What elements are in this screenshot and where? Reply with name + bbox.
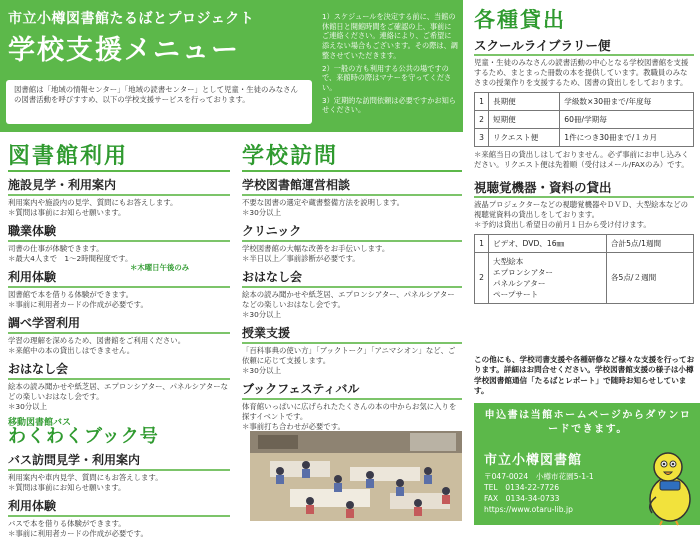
header-subtitle: 市立小樽図書館たるばとプロジェクト: [8, 11, 255, 27]
school-library-note: ＊来館当日の貸出しはしておりません。必ず事前にお申し込みください。リクエスト便は先着順（受付はメール/FAXのみ）です。: [474, 149, 689, 169]
item-note: ＊事前に利用者カードの作成が必要です。: [8, 528, 148, 538]
item-note: ＊30分以上: [8, 401, 47, 411]
item-note: ＊質問は事前にお知らせ願います。: [8, 207, 126, 217]
table-cell: 1: [475, 234, 489, 252]
av-title: 視聴覚機器・資料の貸出: [474, 179, 612, 195]
table-cell: 学級数×30冊まで/年度毎: [560, 92, 694, 110]
book-festival-photo: [250, 431, 462, 521]
item-title: 利用体験: [8, 269, 57, 284]
item-note: ＊30分以上: [242, 207, 281, 217]
item-note: ＊半日以上／事前診断が必要です。: [242, 253, 360, 263]
school-library-table: [474, 92, 694, 147]
item-title: おはなし会: [8, 361, 69, 376]
library-use-section: [8, 139, 230, 539]
divider: [8, 170, 230, 172]
table-cell: 2: [475, 110, 489, 128]
av-note: ＊予約は貸出し希望日の前月１日から受け付けます。: [474, 219, 651, 229]
divider: [242, 194, 462, 196]
address-block: [484, 471, 654, 515]
table-cell: 短期便: [489, 110, 560, 128]
item-text: バスで本を借りる体験ができます。: [8, 518, 126, 528]
table-cell: 1件につき30冊まで/１カ月: [560, 128, 694, 146]
divider: [474, 54, 694, 56]
website-link[interactable]: https://www.otaru-lib.jp: [484, 505, 573, 514]
divider: [242, 170, 462, 172]
item-text: 学校図書館の大幅な改善をお手伝いします。: [242, 243, 390, 253]
divider: [242, 286, 462, 288]
closing-text: この他にも、学校司書支援や各種研修など様々な支援を行っております。詳細はお問合せください。学校図書館支援の様子は小樽学校図書館通信「たるばとレポート」で随時お知らせしています。: [474, 355, 695, 395]
table-cell: 3: [475, 128, 489, 146]
divider: [242, 240, 462, 242]
item-title: 学校図書館運営相談: [242, 178, 351, 192]
divider: [242, 342, 462, 344]
address-tel: TEL 0134-22-7726: [484, 483, 560, 492]
school-library-text: 児童・生徒のみなさんの読書活動の中心となる学校図書館を支援するため、まとまった冊数の本を提供しています。教職員のみなさまの授業作りを支援するため、図書の貸出しをしております。: [474, 58, 689, 87]
table-cell: 各5点/２週間: [606, 252, 693, 303]
table-row: [475, 252, 694, 303]
address-line: 〒047-0024 小樽市花園5-1-1: [484, 472, 594, 481]
item-text: 司書の仕事が体験できます。: [8, 243, 104, 253]
bus-title: わくわくブック号: [8, 425, 159, 447]
item-title: 調べ学習利用: [8, 315, 81, 330]
item-text: 学習の理解を深めるため、図書館をご利用ください。: [8, 335, 186, 345]
table-cell: 1: [475, 92, 489, 110]
item-text: 利用案内や車内見学、質問にもお答えします。: [8, 472, 163, 482]
pigeon-mascot-icon: [642, 447, 696, 525]
divider: [8, 378, 230, 380]
table-cell: リクエスト便: [489, 128, 560, 146]
item-title: 利用体験: [8, 498, 57, 513]
item-title: クリニック: [242, 223, 302, 238]
header-note: 3）定期的な訪問依頼は必要ですかお知らせください。: [322, 95, 456, 115]
table-cell: 大型絵本 エプロンシアター パネルシアター ペープサート: [489, 252, 607, 303]
item-note: ＊30分以上: [242, 309, 281, 319]
item-note: ＊事前打ち合わせが必要です。: [242, 421, 345, 431]
item-note: ＊事前に利用者カードの作成が必要です。: [8, 299, 148, 309]
divider: [8, 194, 230, 196]
divider: [8, 332, 230, 334]
item-title: おはなし会: [242, 269, 303, 284]
table-row: [475, 234, 694, 252]
loan-section: [474, 0, 694, 304]
table-cell: ビデオ、DVD、16㎜: [489, 234, 607, 252]
photo-illustration: [250, 431, 462, 521]
download-notice: 申込書は当館ホームページからダウンロードできます。: [484, 410, 692, 435]
av-table: [474, 234, 694, 304]
item-text: 「百科事典の使い方」「ブックトーク」「アニマシオン」など、ご依頼に応じて支援します。: [242, 345, 456, 365]
table-row: [475, 128, 694, 146]
school-visit-section: [242, 139, 462, 432]
address-fax: FAX 0134-34-0733: [484, 494, 560, 503]
table-cell: 長期便: [489, 92, 560, 110]
library-name: 市立小樽図書館: [484, 453, 583, 468]
item-title: ブックフェスティバル: [242, 381, 360, 396]
av-text: 液晶プロジェクターなどの視聴覚機器やＤＶＤ、大型絵本などの視聴覚資料の貸出しをしております。: [474, 199, 689, 219]
item-title: 授業支援: [242, 325, 291, 340]
item-text: 絵本の読み聞かせや紙芝居、エプロンシアター、パネルシアターなどの楽しいおはなし会です。: [242, 289, 455, 309]
table-cell: 60冊/学期毎: [560, 110, 694, 128]
table-row: [475, 92, 694, 110]
header-note: 1）スケジュールを決定する前に、当館の休館日と開館時間をご確認の上、事前にご連絡ください。連絡により、ご希望に添えない場合もございます。その際は、調整させていただきます。: [322, 12, 458, 60]
item-text: 不要な図書の選定や蔵書整備方法を説明します。: [242, 198, 405, 207]
item-title: 施設見学・利用案内: [8, 178, 117, 192]
page-title: 学校支援メニュー: [8, 35, 240, 66]
item-note: ＊来館中の本の貸出しはできません。: [8, 345, 135, 355]
divider: [8, 286, 230, 288]
intro-box: 図書館は「地域の情報センター」「地域の読書センター」として児童・生徒のみなさんの図書活動を呼びすすめ、以下の学校支援サービスを行っております。: [6, 80, 312, 124]
item-note: ＊最大4人まで 1～2時間程度です。: [8, 253, 133, 263]
section-title-library-use: 図書館利用: [8, 144, 129, 169]
item-title: バス訪問見学・利用案内: [8, 452, 141, 467]
divider: [8, 469, 230, 471]
divider: [8, 515, 230, 517]
item-note: ＊30分以上: [242, 365, 281, 375]
table-row: [475, 110, 694, 128]
header-banner: [0, 0, 463, 132]
item-text: 図書館で本を借りる体験ができます。: [8, 289, 134, 299]
item-note: ＊質問は事前にお知らせ願います。: [8, 482, 126, 492]
divider: [8, 240, 230, 242]
school-library-title: スクールライブラリー便: [474, 38, 611, 53]
bus-schedule: ＊木曜日午後のみ: [130, 263, 190, 272]
item-text: 体育館いっぱいに広げられたたくさんの本の中からお気に入りを探すイベントです。: [242, 401, 457, 421]
header-notes: [322, 12, 458, 118]
contact-box: [474, 403, 700, 525]
divider: [474, 196, 694, 198]
table-cell: 合計5点/1週間: [606, 234, 693, 252]
item-title: 職業体験: [8, 223, 57, 238]
table-cell: 2: [475, 252, 489, 303]
item-text: 絵本の読み聞かせや紙芝居、エプロンシアター、パネルシアターなどの楽しいおはなし会です。: [8, 381, 229, 401]
header-note: 2）一般の方も利用する公共の場ですので、来館時の際はマナーを守ってください。: [322, 63, 452, 93]
bus-label: 移動図書館バス: [8, 417, 72, 428]
section-title-school-visit: 学校訪問: [242, 144, 339, 169]
section-title-loans: 各種貸出: [474, 8, 566, 32]
divider: [242, 398, 462, 400]
item-text: 利用案内や施設内の見学、質問にもお答えします。: [8, 198, 178, 207]
